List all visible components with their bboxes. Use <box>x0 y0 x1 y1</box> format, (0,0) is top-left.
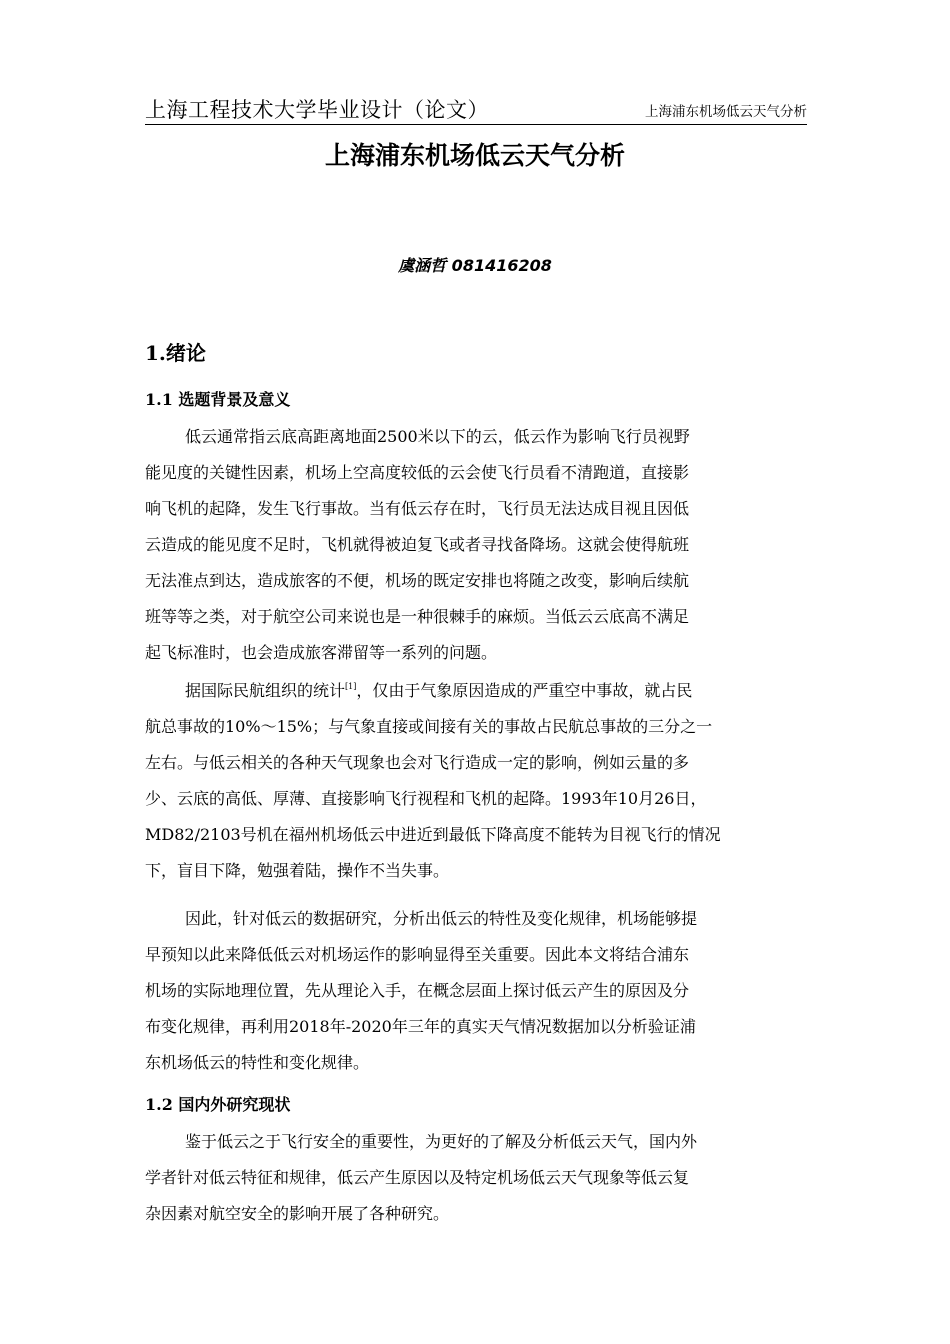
subsection-heading-1-2: 1.2 国内外研究现状 <box>145 1095 291 1114</box>
text-segment: ，仅由于气象原因造成的严重空中事故，就占民 <box>356 681 693 700</box>
header-university-title: 上海工程技术大学毕业设计（论文） <box>145 98 489 122</box>
text-line: MD82/2103号机在福州机场低云中进近到最低下降高度不能转为目视飞行的情况 <box>145 825 721 844</box>
text-line: 无法准点到达，造成旅客的不便，机场的既定安排也将随之改变，影响后续航 <box>145 571 690 590</box>
text-line: 机场的实际地理位置，先从理论入手，在概念层面上探讨低云产生的原因及分 <box>145 981 690 1000</box>
header-paper-title: 上海浦东机场低云天气分析 <box>645 104 807 120</box>
text-line: 下，盲目下降，勉强着陆，操作不当失事。 <box>145 861 450 880</box>
text-line: 东机场低云的特性和变化规律。 <box>145 1053 370 1072</box>
text-line: 低云通常指云底高距离地面2500米以下的云，低云作为影响飞行员视野 <box>185 427 690 446</box>
text-line: 起飞标准时，也会造成旅客滞留等一系列的问题。 <box>145 643 498 662</box>
text-line: 早预知以此来降低低云对机场运作的影响显得至关重要。因此本文将结合浦东 <box>145 945 690 964</box>
text-line <box>185 681 692 701</box>
text-line: 因此，针对低云的数据研究，分析出低云的特性及变化规律，机场能够提 <box>185 909 698 928</box>
subsection-heading-1-1: 1.1 选题背景及意义 <box>145 390 291 409</box>
text-line: 布变化规律，再利用2018年-2020年三年的真实天气情况数据加以分析验证浦 <box>145 1017 696 1036</box>
text-line: 少、云底的高低、厚薄、直接影响飞行视程和飞机的起降。1993年10月26日， <box>145 789 707 808</box>
text-segment: 据国际民航组织的统计 <box>185 681 346 700</box>
text-line: 响飞机的起降，发生飞行事故。当有低云存在时，飞行员无法达成目视且因低 <box>145 499 690 518</box>
text-line: 航总事故的10%～15%；与气象直接或间接有关的事故占民航总事故的三分之一 <box>145 717 713 736</box>
paper-title: 上海浦东机场低云天气分析 <box>324 141 625 170</box>
text-line: 左右。与低云相关的各种天气现象也会对飞行造成一定的影响，例如云量的多 <box>145 753 690 772</box>
text-line: 能见度的关键性因素，机场上空高度较低的云会使飞行员看不清跑道，直接影 <box>145 463 690 482</box>
page-header <box>145 98 807 125</box>
text-line: 鉴于低云之于飞行安全的重要性，为更好的了解及分析低云天气，国内外 <box>185 1132 698 1151</box>
text-line: 杂因素对航空安全的影响开展了各种研究。 <box>145 1204 450 1223</box>
text-line: 学者针对低云特征和规律，低云产生原因以及特定机场低云天气现象等低云复 <box>145 1168 690 1187</box>
text-line: 云造成的能见度不足时，飞机就得被迫复飞或者寻找备降场。这就会使得航班 <box>145 535 690 554</box>
citation-ref: [1] <box>345 682 357 691</box>
section-heading-1: 1.绪论 <box>145 341 206 365</box>
text-line: 班等等之类，对于航空公司来说也是一种很棘手的麻烦。当低云云底高不满足 <box>145 607 690 626</box>
author-line: 虞涵哲 081416208 <box>398 256 552 275</box>
